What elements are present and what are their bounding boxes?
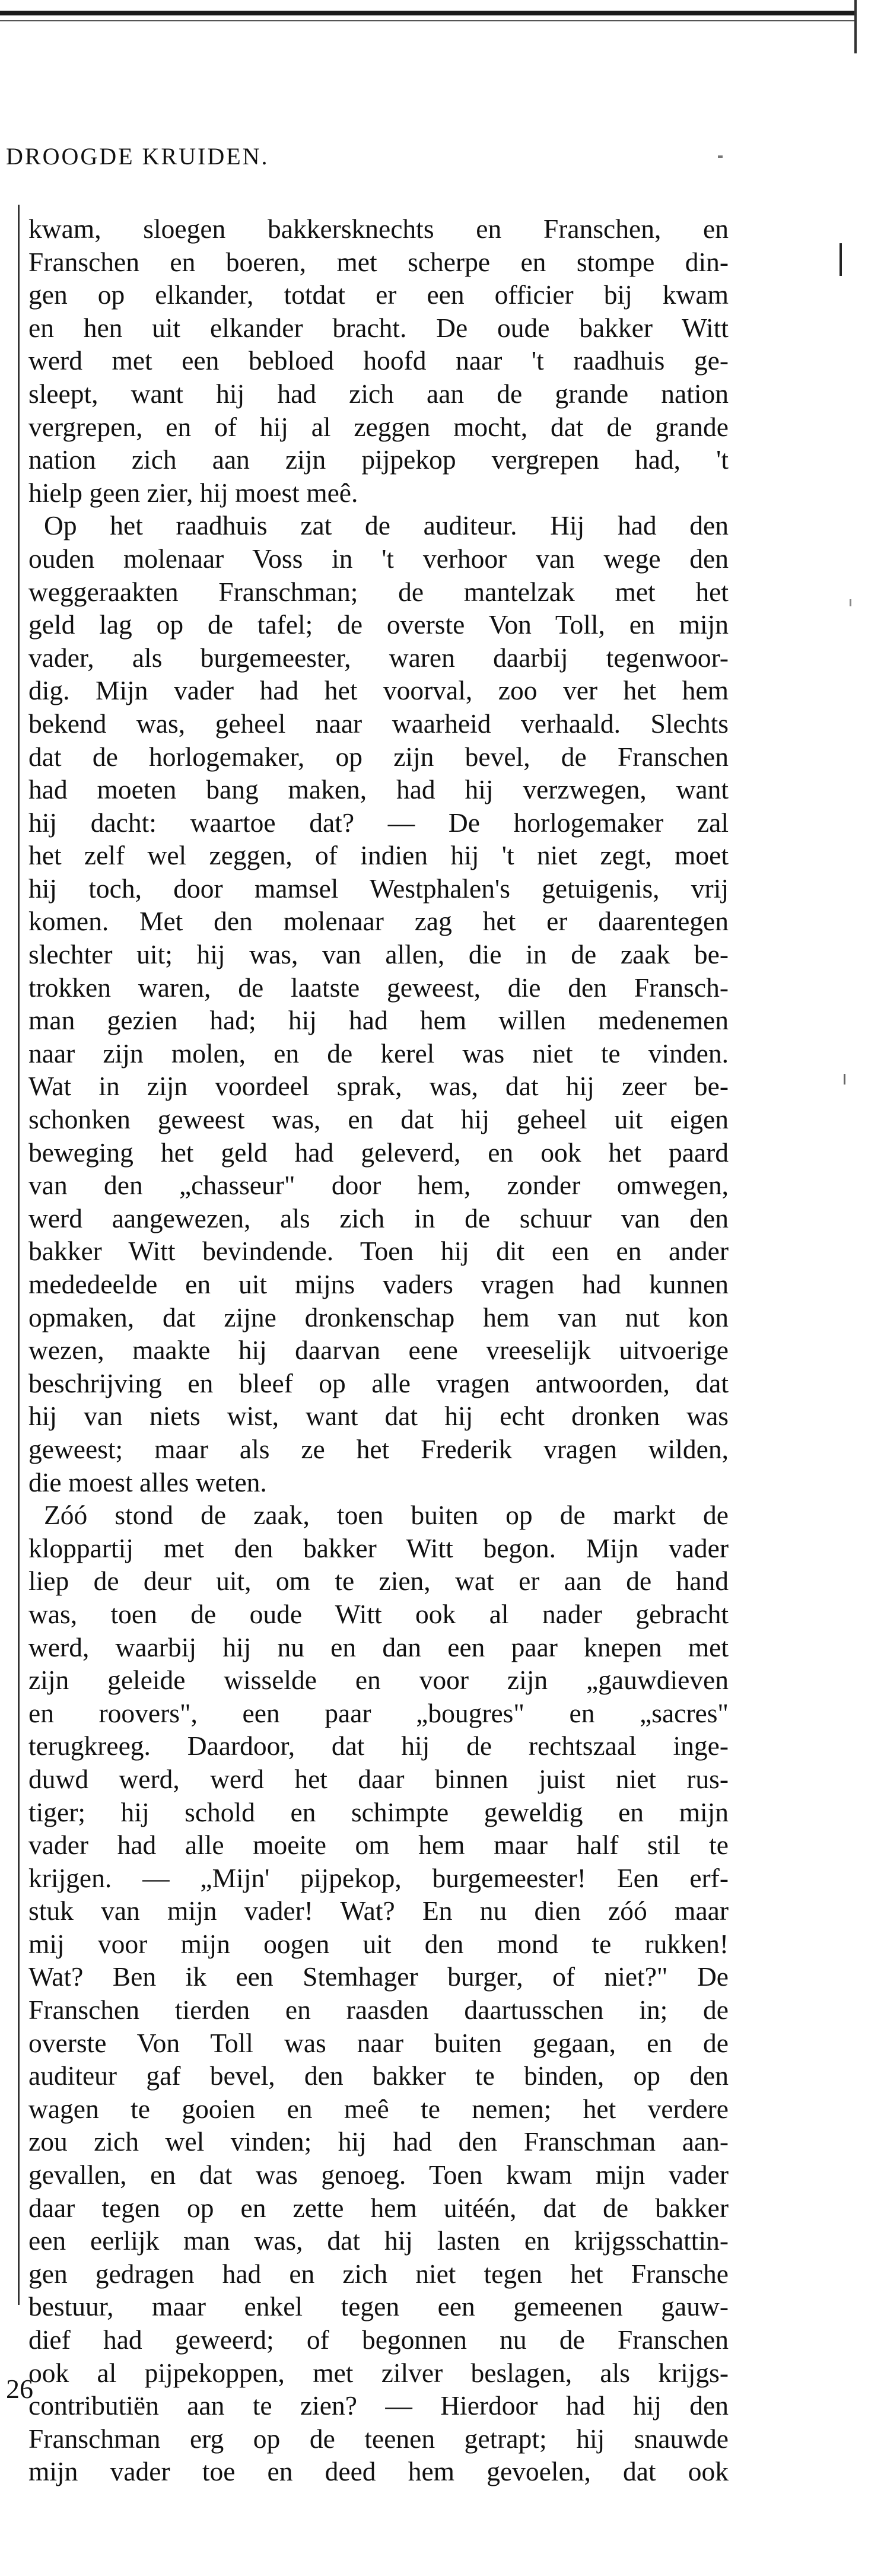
text-line: slechter uit; hij was, van allen, die in de zaak be- xyxy=(28,939,729,970)
text-line: sleept, want hij had zich aan de grande nation xyxy=(28,378,729,409)
text-line: werd aangewezen, als zich in de schuur van den xyxy=(28,1203,729,1233)
column-rule xyxy=(18,205,20,2305)
text-line: en hen uit elkander bracht. De oude bakker Witt xyxy=(28,312,729,343)
page-number: 26 xyxy=(6,2374,33,2404)
text-line: vader, als burgemeester, waren daarbij tegenwoor- xyxy=(28,642,729,673)
text-line: beweging het geld had geleverd, en ook het paard xyxy=(28,1137,729,1168)
margin-mark xyxy=(840,243,842,276)
text-line: kwam, sloegen bakkersknechts en Franschen, en xyxy=(28,214,729,244)
text-line: ouden molenaar Voss in 't verhoor van wege den xyxy=(28,543,729,574)
text-line: een eerlijk man was, dat hij lasten en krijgsschattin- xyxy=(28,2225,729,2256)
text-line: van den „chasseur" door hem, zonder omwegen, xyxy=(28,1170,729,1201)
text-line: kloppartij met den bakker Witt begon. Mijn vader xyxy=(28,1532,729,1563)
text-line: mij voor mijn oogen uit den mond te rukken! xyxy=(28,1928,729,1959)
text-line: en roovers", een paar „bougres" en „sacres" xyxy=(28,1697,729,1728)
text-line: opmaken, dat zijne dronkenschap hem van nut kon xyxy=(28,1302,729,1332)
top-border-thin-rule xyxy=(0,20,854,21)
text-line: liep de deur uit, om te zien, wat er aan de hand xyxy=(28,1566,729,1597)
text-line: gen gedragen had en zich niet tegen het Fransche xyxy=(28,2258,729,2289)
margin-mark xyxy=(850,599,851,606)
text-line: die moest alles weten. xyxy=(28,1467,267,1497)
text-line: dat de horlogemaker, op zijn bevel, de Franschen xyxy=(28,741,729,772)
top-border-rule xyxy=(0,11,854,15)
text-line: Franschman erg op de teenen getrapt; hij snauwde xyxy=(28,2423,729,2454)
text-line: vergrepen, en of hij al zeggen mocht, dat de grande xyxy=(28,411,729,442)
text-line: komen. Met den molenaar zag het er daarentegen xyxy=(28,906,729,937)
text-line: ook al pijpekoppen, met zilver beslagen, als krijgs- xyxy=(28,2357,729,2388)
text-line: werd met een bebloed hoofd naar 't raadhuis ge- xyxy=(28,345,729,376)
text-line: bestuur, maar enkel tegen een gemeenen gauw- xyxy=(28,2291,729,2322)
text-line: gen op elkander, totdat er een officier bij kwam xyxy=(28,279,729,310)
body-text-column xyxy=(28,212,729,2488)
text-line: geweest; maar als ze het Frederik vragen wilden, xyxy=(28,1433,729,1464)
text-line: krijgen. — „Mijn' pijpekop, burgemeester! Een erf- xyxy=(28,1862,729,1893)
text-line: dief had geweerd; of begonnen nu de Franschen xyxy=(28,2324,729,2355)
text-line: nation zich aan zijn pijpekop vergrepen had, 't xyxy=(28,444,729,475)
text-line: trokken waren, de laatste geweest, die den Fransch- xyxy=(28,972,729,1003)
text-line: Op het raadhuis zat de auditeur. Hij had den xyxy=(44,510,729,541)
text-line: duwd werd, werd het daar binnen juist niet rus- xyxy=(28,1763,729,1794)
text-line: het zelf wel zeggen, of indien hij 't niet zegt, moet xyxy=(28,840,729,871)
text-line: stuk van mijn vader! Wat? En nu dien zóó maar xyxy=(28,1896,729,1926)
text-line: bekend was, geheel naar waarheid verhaald. Slechts xyxy=(28,708,729,739)
text-line: weggeraakten Franschman; de mantelzak met het xyxy=(28,576,729,607)
text-line: auditeur gaf bevel, den bakker te binden, op den xyxy=(28,2060,729,2091)
text-line: geld lag op de tafel; de overste Von Toll, en mijn xyxy=(28,609,729,640)
text-line: hij dacht: waartoe dat? — De horlogemaker zal xyxy=(28,807,729,838)
text-line: overste Von Toll was naar buiten gegaan, en de xyxy=(28,2027,729,2058)
text-line: wezen, maakte hij daarvan eene vreeselijk uitvoerige xyxy=(28,1335,729,1366)
text-line: dig. Mijn vader had het voorval, zoo ver het hem xyxy=(28,675,729,706)
text-line: man gezien had; hij had hem willen medenemen xyxy=(28,1005,729,1036)
text-line: bakker Witt bevindende. Toen hij dit een en ander xyxy=(28,1236,729,1267)
text-line: mededeelde en uit mijns vaders vragen had kunnen xyxy=(28,1269,729,1299)
text-line: Wat in zijn voordeel sprak, was, dat hij zeer be- xyxy=(28,1071,729,1102)
text-line: gevallen, en dat was genoeg. Toen kwam mijn vader xyxy=(28,2160,729,2190)
text-line: terugkreeg. Daardoor, dat hij de rechtszaal inge- xyxy=(28,1731,729,1761)
text-line: beschrijving en bleef op alle vragen antwoorden, dat xyxy=(28,1367,729,1398)
text-line: hij van niets wist, want dat hij echt dronken was xyxy=(28,1401,729,1432)
margin-mark xyxy=(844,1074,845,1085)
text-line: Franschen en boeren, met scherpe en stompe din- xyxy=(28,246,729,277)
text-line: mijn vader toe en deed hem gevoelen, dat ook xyxy=(28,2456,729,2487)
text-line: wagen te gooien en meê te nemen; het verdere xyxy=(28,2093,729,2124)
page-header-title: DROOGDE KRUIDEN. xyxy=(6,143,269,170)
text-line: Zóó stond de zaak, toen buiten op de markt de xyxy=(44,1500,729,1531)
text-line: Franschen tierden en raasden daartusschen in; de xyxy=(28,1995,729,2025)
corner-mark xyxy=(854,0,857,53)
header-dot xyxy=(718,155,723,158)
text-line: naar zijn molen, en de kerel was niet te vinden. xyxy=(28,1038,729,1068)
text-line: werd, waarbij hij nu en dan een paar knepen met xyxy=(28,1632,729,1662)
text-line: had moeten bang maken, had hij verzwegen, want xyxy=(28,774,729,805)
text-line: zijn geleide wisselde en voor zijn „gauwdieven xyxy=(28,1665,729,1696)
text-line: schonken geweest was, en dat hij geheel uit eigen xyxy=(28,1104,729,1135)
text-line: vader had alle moeite om hem maar half stil te xyxy=(28,1830,729,1861)
text-line: hij toch, door mamsel Westphalen's getuigenis, vrij xyxy=(28,873,729,904)
text-line: daar tegen op en zette hem uitéén, dat de bakker xyxy=(28,2192,729,2223)
text-line: was, toen de oude Witt ook al nader gebracht xyxy=(28,1598,729,1629)
text-line: hielp geen zier, hij moest meê. xyxy=(28,477,358,508)
text-line: contributiën aan te zien? — Hierdoor had hij den xyxy=(28,2390,729,2421)
text-line: tiger; hij schold en schimpte geweldig en mijn xyxy=(28,1796,729,1827)
text-line: zou zich wel vinden; hij had den Franschman aan- xyxy=(28,2126,729,2157)
text-line: Wat? Ben ik een Stemhager burger, of niet?" De xyxy=(28,1961,729,1992)
